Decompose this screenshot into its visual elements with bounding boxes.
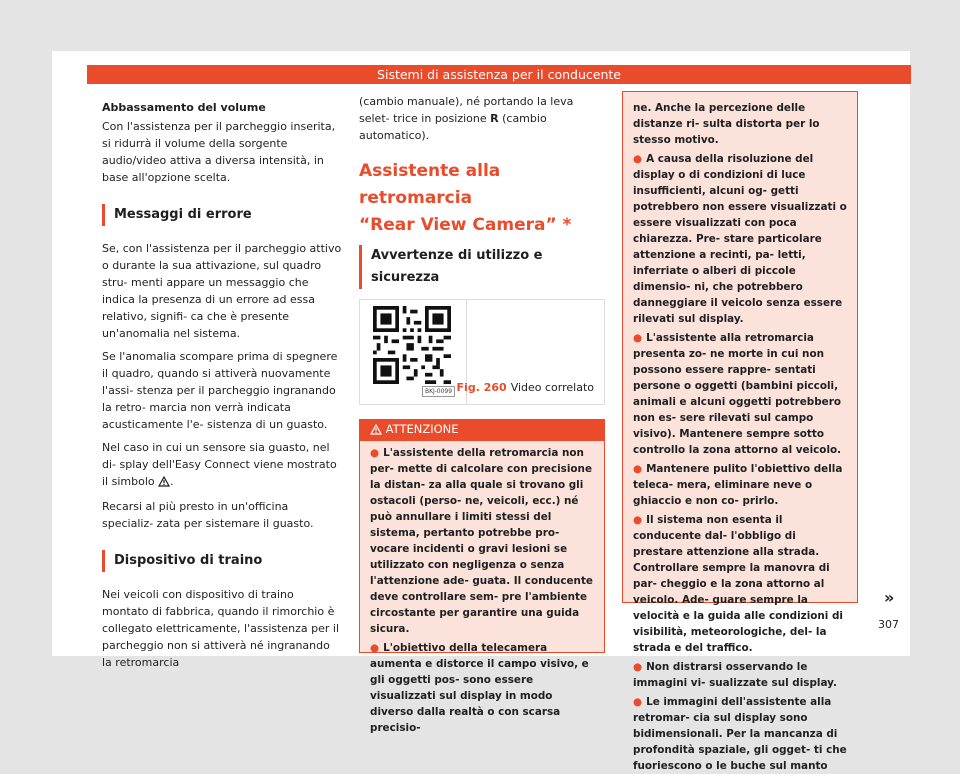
warning-item: ● Non distrarsi osservando le immagini vi- sualizzate sul display. (633, 661, 837, 689)
section-heading-trailer: Dispositivo di traino (102, 550, 342, 572)
chapter-title: Assistente alla retromarcia “Rear View Camera” * (359, 161, 572, 235)
bullet-icon: ● (370, 642, 380, 654)
bullet-icon: ● (633, 514, 643, 526)
warning-item: ne. Anche la percezione delle distanze ri- sulta distorta per lo stesso motivo. (633, 102, 820, 146)
bullet-icon: ● (370, 447, 380, 459)
figure-caption: Fig. 260 Video correlato (456, 381, 594, 394)
qr-code-icon[interactable] (373, 306, 451, 384)
paragraph-error-3: Nel caso in cui un sensore sia guasto, nel di- splay dell'Easy Connect viene mostrato il simbolo . (102, 439, 342, 492)
warning-item: ● L'assistente alla retromarcia presenta zo- ne morte in cui non possono essere rappre- sentati persone o oggetti (bambini piccoli, animali e alcuni oggetti potrebbero non es- sere rilevati sul campo visivo). Mantenere sempre sotto controllo la zona attorno al veicolo. (633, 332, 842, 456)
paragraph-trailer: Nei veicoli con dispositivo di traino montato di fabbrica, quando il rimorchio è collegato elettricamente, l'assistenza per il parcheggio non si attiverà né ingranando la retromarcia (102, 588, 340, 669)
column-3 (622, 93, 858, 772)
manual-page (52, 51, 910, 772)
paragraph-error-2: Se l'anomalia scompare prima di spegnere il quadro, quando si attiverà nuovamente l'assi- stenza per il parcheggio ingranando la retro- marcia non verrà indicata acusticamente l'e- sistenza di un guasto. (102, 350, 338, 431)
figure-260 (359, 299, 605, 405)
warning-header: ATTENZIONE (360, 420, 604, 441)
paragraph-error-4: Recarsi al più presto in un'officina specializ- zata per sistemare il guasto. (102, 500, 314, 530)
heading-volume: Abbassamento del volume (102, 101, 266, 114)
warning-triangle-icon (158, 475, 170, 492)
warning-body (360, 441, 604, 743)
bullet-icon: ● (633, 332, 643, 344)
warning-box-continued (622, 91, 858, 772)
warning-item: ● L'assistente della retromarcia non per- mette di calcolare con precisione la distan- za alla quale si trovano gli ostacoli (perso- ne, veicoli, ecc.) né può annullare i limiti stessi del sistema, pertanto potrebbe pro- vocare incidenti o gravi lesioni se utilizzato con negligenza o senza l'attenzione ade- guata. Il conducente deve controllare sem- pre l'ambiente circostante per garantire una guida sicura. (370, 447, 593, 635)
bullet-icon: ● (633, 661, 643, 673)
column-1 (102, 93, 342, 677)
page-header: Sistemi di assistenza per il conducente (87, 65, 911, 84)
warning-item: ● L'obiettivo della telecamera aumenta e distorce il campo visivo, e gli oggetti pos- sono essere visualizzati sul display in modo diverso dalla realtà o con scarsa precisio- (370, 642, 589, 734)
warning-item: ● Le immagini dell'assistente alla retromar- cia sul display sono bidimensionali. Per la mancanza di profondità spaziale, gli ogget- ti che fuoriescono o le buche sul manto (633, 696, 847, 772)
warning-triangle-icon (370, 422, 382, 441)
bullet-icon: ● (633, 463, 643, 475)
warning-box (359, 419, 605, 734)
section-heading-warnings: Avvertenze di utilizzo e sicurezza (359, 245, 605, 289)
bullet-icon: ● (633, 696, 643, 708)
warning-item: ● A causa della risoluzione del display o di condizioni di luce insufficienti, alcuni og- getti potrebbero non essere visualizzati o essere visualizzati con poca chiarezza. Pre- stare particolare attenzione a recinti, pa- letti, inferriate o alberi di piccole dimensio- ni, che potrebbero danneggiare il veicolo senza essere rilevati sul display. (633, 153, 847, 325)
paragraph-volume: Con l'assistenza per il parcheggio inserita, si ridurrà il volume della sorgente audio/video attiva a diversa intensità, in base all'opzione scelta. (102, 120, 336, 184)
warning-item: ● Il sistema non esenta il conducente dal- l'obbligo di prestare attenzione alla strada. Controllare sempre la manovra di par- cheggio e la zona attorno al veicolo. Ade- guare sempre la velocità e la guida alle condizioni di visibilità, meteorologiche, del- la strada e del traffico. (633, 514, 843, 654)
figure-code: BKJ-0099 (422, 386, 455, 397)
warning-item: ● Mantenere pulito l'obiettivo della teleca- mera, eliminare neve o ghiaccio e non co- prirlo. (633, 463, 843, 507)
page-number: 307 (878, 618, 899, 631)
paragraph-continuation: (cambio manuale), né portando la leva selet- trice in posizione R (cambio automatico). (359, 95, 574, 142)
continue-arrow-icon: » (884, 588, 895, 607)
bullet-icon: ● (633, 153, 643, 165)
paragraph-error-1: Se, con l'assistenza per il parcheggio attivo o durante la sua attivazione, sul quadro stru- menti appare un messaggio che indica la presenza di un errore ad essa relativo, signifi- ca che è presente un'anomalia nel sistema. (102, 242, 342, 340)
section-heading-errors: Messaggi di errore (102, 204, 342, 226)
column-2 (359, 93, 605, 734)
